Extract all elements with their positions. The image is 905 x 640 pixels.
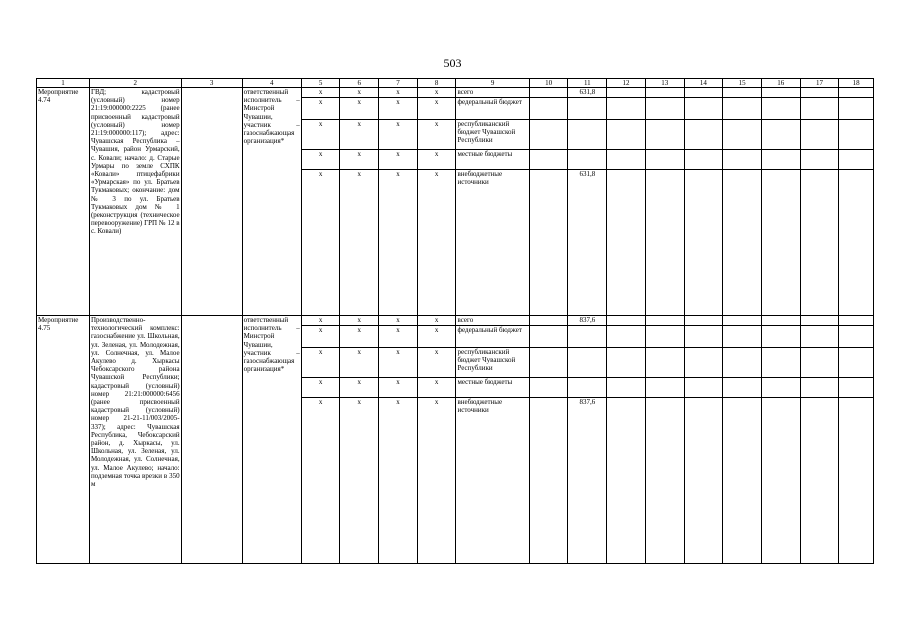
funding-source-cell: местные бюджеты xyxy=(456,150,529,170)
cell-col18 xyxy=(839,150,874,170)
funding-source-cell: республиканский бюджет Чувашской Республики xyxy=(456,348,529,378)
funding-source-cell: республиканский бюджет Чувашской Республики xyxy=(456,120,529,150)
header-cell: 8 xyxy=(417,79,456,88)
cell-col10 xyxy=(529,88,568,98)
cell-col5: x xyxy=(301,88,340,98)
cell-col12 xyxy=(607,348,646,378)
amount-cell xyxy=(568,326,607,348)
cell-col13 xyxy=(645,88,684,98)
cell-col12 xyxy=(607,120,646,150)
object-description-cell: ГВД; кадастровый (условный) номер 21:19:000000:2225 (ранее присвоенный кадастровый (условный) номер 21:19:000000:117); адрес: Чувашская Республика – Чувашия, район Урмарский, с. Ковали; начало: д. Старые Урмары по земле СХПК «Ковали» птицефабрики «Урмарская» по ул. Братьев Тукмаковых; окончание: дом № 3 по ул. Братьев Тукмаковых дом № 1 (реконструкция (техническое перевооружение) ГРП № 12 в с. Ковали) xyxy=(89,88,181,316)
cell-col10 xyxy=(529,150,568,170)
cell-col12 xyxy=(607,88,646,98)
cell-col8: x xyxy=(417,98,456,120)
cell-col10 xyxy=(529,348,568,378)
cell-col15 xyxy=(723,150,762,170)
header-cell: 3 xyxy=(181,79,242,88)
cell-col17 xyxy=(800,398,839,564)
cell-col14 xyxy=(684,316,723,326)
cell-col5: x xyxy=(301,348,340,378)
funding-source-cell: внебюджетные источники xyxy=(456,398,529,564)
cell-col7: x xyxy=(379,170,418,316)
cell-col16 xyxy=(761,150,800,170)
amount-cell: 837,6 xyxy=(568,398,607,564)
header-cell: 17 xyxy=(800,79,839,88)
amount-cell xyxy=(568,348,607,378)
executor-cell: ответственный исполнитель – Минстрой Чувашии, участник – газоснабжающая организация* xyxy=(242,316,301,564)
cell-col18 xyxy=(839,98,874,120)
cell-col15 xyxy=(723,378,762,398)
header-cell: 16 xyxy=(761,79,800,88)
cell-col5: x xyxy=(301,398,340,564)
cell-col13 xyxy=(645,348,684,378)
cell-col16 xyxy=(761,378,800,398)
cell-col17 xyxy=(800,150,839,170)
cell-col7: x xyxy=(379,378,418,398)
header-cell: 13 xyxy=(645,79,684,88)
cell-col16 xyxy=(761,98,800,120)
cell-col13 xyxy=(645,316,684,326)
cell-col7: x xyxy=(379,98,418,120)
cell-col7: x xyxy=(379,88,418,98)
cell-col16 xyxy=(761,170,800,316)
program-table xyxy=(36,78,874,564)
funding-source-cell: федеральный бюджет xyxy=(456,98,529,120)
cell-col14 xyxy=(684,98,723,120)
header-cell: 10 xyxy=(529,79,568,88)
cell-col5: x xyxy=(301,150,340,170)
cell-col7: x xyxy=(379,398,418,564)
cell-col16 xyxy=(761,326,800,348)
cell-col6: x xyxy=(340,316,379,326)
cell-col15 xyxy=(723,326,762,348)
cell-col5: x xyxy=(301,170,340,316)
cell-col8: x xyxy=(417,316,456,326)
cell-col6: x xyxy=(340,170,379,316)
measure-cell: Мероприятие 4.74 xyxy=(37,88,90,316)
amount-cell xyxy=(568,150,607,170)
header-cell: 4 xyxy=(242,79,301,88)
cell-col5: x xyxy=(301,326,340,348)
cell-col8: x xyxy=(417,348,456,378)
cell-col6: x xyxy=(340,378,379,398)
cell-col14 xyxy=(684,150,723,170)
header-cell: 1 xyxy=(37,79,90,88)
cell-col10 xyxy=(529,98,568,120)
amount-cell xyxy=(568,378,607,398)
cell-col10 xyxy=(529,398,568,564)
cell-col8: x xyxy=(417,170,456,316)
cell-col13 xyxy=(645,398,684,564)
cell-col5: x xyxy=(301,98,340,120)
cell-col18 xyxy=(839,120,874,150)
header-cell: 11 xyxy=(568,79,607,88)
cell-col7: x xyxy=(379,120,418,150)
funding-source-cell: всего xyxy=(456,316,529,326)
cell-col13 xyxy=(645,170,684,316)
amount-cell: 631,8 xyxy=(568,88,607,98)
cell-col5: x xyxy=(301,316,340,326)
cell-col7: x xyxy=(379,326,418,348)
cell-col13 xyxy=(645,120,684,150)
cell-col16 xyxy=(761,316,800,326)
header-cell: 15 xyxy=(723,79,762,88)
header-cell: 14 xyxy=(684,79,723,88)
cell-col10 xyxy=(529,170,568,316)
cell-col12 xyxy=(607,326,646,348)
cell-col14 xyxy=(684,398,723,564)
cell-col6: x xyxy=(340,348,379,378)
cell-col17 xyxy=(800,348,839,378)
cell-col6: x xyxy=(340,326,379,348)
cell-col10 xyxy=(529,378,568,398)
cell-col13 xyxy=(645,150,684,170)
cell-col17 xyxy=(800,170,839,316)
cell-col6: x xyxy=(340,398,379,564)
amount-cell xyxy=(568,120,607,150)
cell-col14 xyxy=(684,348,723,378)
cell-col18 xyxy=(839,398,874,564)
cell-col12 xyxy=(607,398,646,564)
cell-col8: x xyxy=(417,150,456,170)
cell-col8: x xyxy=(417,88,456,98)
object-description-cell: Производственно-технологический комплекс: газоснабжение ул. Школьная, ул. Зеленая, ул. Молодежная, ул. Солнечная, ул. Малое Акулево д. Хыркасы Чебоксарского района Чувашской Республики; кадастровый (условный) номер 21:21:000000:6456 (ранее присвоенный кадастровый (условный) номер 21-21-11/003/2005-337); адрес: Чувашская Республика, Чебоксарский район, д. Хыркасы, ул. Школьная, ул. Зеленая, ул. Молодежная, ул. Солнечная, ул. Малое Акулево; начало: подземная точка врезки в 350 м xyxy=(89,316,181,564)
cell-col14 xyxy=(684,378,723,398)
amount-cell: 631,8 xyxy=(568,170,607,316)
cell-col10 xyxy=(529,326,568,348)
header-row xyxy=(37,79,874,88)
cell-col14 xyxy=(684,88,723,98)
cell-col13 xyxy=(645,98,684,120)
cell-col7: x xyxy=(379,150,418,170)
cell-col7: x xyxy=(379,348,418,378)
cell-col18 xyxy=(839,348,874,378)
page-number: 503 xyxy=(443,56,462,70)
cell-col15 xyxy=(723,398,762,564)
executor-cell: ответственный исполнитель – Минстрой Чувашии, участник – газоснабжающая организация* xyxy=(242,88,301,316)
cell-col7: x xyxy=(379,316,418,326)
header-cell: 6 xyxy=(340,79,379,88)
cell-col10 xyxy=(529,120,568,150)
cell-col18 xyxy=(839,88,874,98)
cell-col17 xyxy=(800,98,839,120)
cell-col6: x xyxy=(340,98,379,120)
cell-col18 xyxy=(839,378,874,398)
table-row xyxy=(37,88,874,98)
header-cell: 9 xyxy=(456,79,529,88)
funding-source-cell: внебюджетные источники xyxy=(456,170,529,316)
cell-col17 xyxy=(800,120,839,150)
cell-col8: x xyxy=(417,120,456,150)
funding-source-cell: всего xyxy=(456,88,529,98)
measure-cell: Мероприятие 4.75 xyxy=(37,316,90,564)
header-cell: 2 xyxy=(89,79,181,88)
cell-col5: x xyxy=(301,120,340,150)
cell-col15 xyxy=(723,170,762,316)
cell-col13 xyxy=(645,378,684,398)
cell-col6: x xyxy=(340,120,379,150)
cell-col8: x xyxy=(417,398,456,564)
cell-col15 xyxy=(723,88,762,98)
cell-col15 xyxy=(723,348,762,378)
header-cell: 7 xyxy=(379,79,418,88)
cell-col13 xyxy=(645,326,684,348)
cell-col15 xyxy=(723,316,762,326)
cell-col12 xyxy=(607,378,646,398)
cell-col16 xyxy=(761,120,800,150)
empty-cell xyxy=(181,316,242,564)
funding-source-cell: местные бюджеты xyxy=(456,378,529,398)
cell-col14 xyxy=(684,326,723,348)
empty-cell xyxy=(181,88,242,316)
cell-col16 xyxy=(761,88,800,98)
cell-col6: x xyxy=(340,88,379,98)
header-cell: 12 xyxy=(607,79,646,88)
table-row xyxy=(37,316,874,326)
cell-col17 xyxy=(800,378,839,398)
header-cell: 5 xyxy=(301,79,340,88)
amount-cell: 837,6 xyxy=(568,316,607,326)
cell-col12 xyxy=(607,98,646,120)
cell-col5: x xyxy=(301,378,340,398)
cell-col14 xyxy=(684,170,723,316)
cell-col14 xyxy=(684,120,723,150)
cell-col16 xyxy=(761,398,800,564)
cell-col15 xyxy=(723,98,762,120)
cell-col18 xyxy=(839,326,874,348)
funding-source-cell: федеральный бюджет xyxy=(456,326,529,348)
cell-col17 xyxy=(800,88,839,98)
cell-col17 xyxy=(800,326,839,348)
cell-col12 xyxy=(607,316,646,326)
cell-col18 xyxy=(839,316,874,326)
cell-col6: x xyxy=(340,150,379,170)
cell-col8: x xyxy=(417,378,456,398)
header-cell: 18 xyxy=(839,79,874,88)
cell-col12 xyxy=(607,150,646,170)
cell-col16 xyxy=(761,348,800,378)
cell-col12 xyxy=(607,170,646,316)
cell-col10 xyxy=(529,316,568,326)
cell-col18 xyxy=(839,170,874,316)
cell-col17 xyxy=(800,316,839,326)
cell-col15 xyxy=(723,120,762,150)
cell-col8: x xyxy=(417,326,456,348)
amount-cell xyxy=(568,98,607,120)
